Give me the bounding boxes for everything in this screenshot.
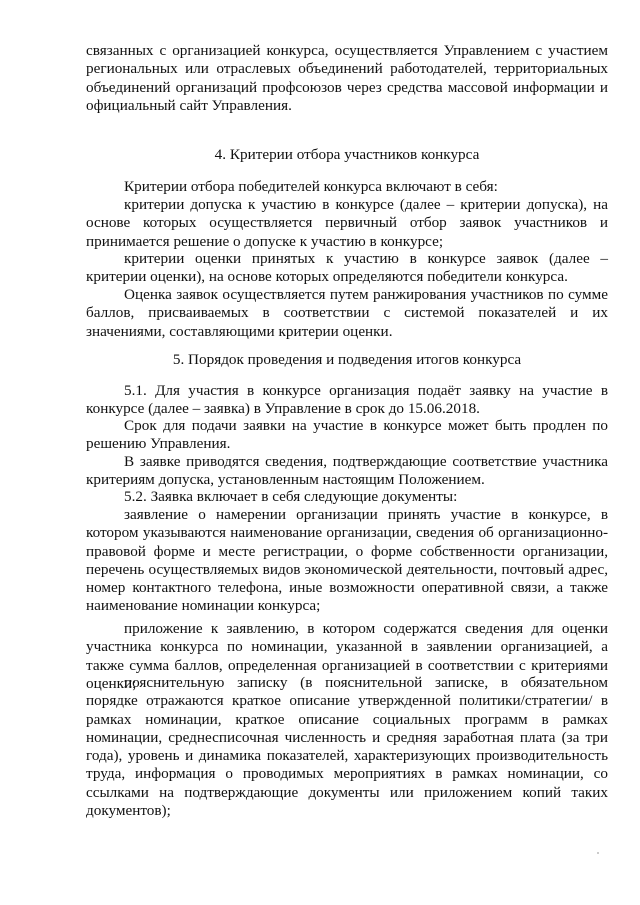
- section-5-paragraph-1: 5.1. Для участия в конкурсе организация подаёт заявку на участие в конкурсе (далее – заявка) в Управление в срок до 15.06.2018.: [86, 382, 608, 418]
- section-5-paragraph-2: Срок для подачи заявки на участие в конкурсе может быть продлен по решению Управления.: [86, 417, 608, 453]
- section-5-paragraph-5: заявление о намерении организации принять участие в конкурсе, в котором указываются наименование организации, сведения об организационно-правовой форме и месте регистрации, о форме собственности организации, перечень осуществляемых видов экономической деятельности, почтовый адрес, номер контактного телефона, иные возможности оперативной связи, а также наименование номинации конкурса;: [86, 506, 608, 615]
- section-5-paragraph-3: В заявке приводятся сведения, подтверждающие соответствие участника критериям допуска, установленным настоящим Положением.: [86, 453, 608, 489]
- section-5-paragraph-7: пояснительную записку (в пояснительной записке, в обязательном порядке отражаются краткое описание утвержденной политики/стратегии/ в рамках номинации, краткое описание социальных программ в рамках номинации, среднесписочная численность и средняя заработная плата (за три года), уровень и динамика показателей, характеризующих производительность труда, информация о проводимых мероприятиях в рамках номинации, со ссылками на подтверждающие документы или приложением копий таких документов);: [86, 674, 608, 820]
- section-5-paragraph-4: 5.2. Заявка включает в себя следующие документы:: [124, 488, 458, 505]
- intro-paragraph: связанных с организацией конкурса, осуществляется Управлением с участием региональных или отраслевых объединений работодателей, территориальных объединений организаций профсоюзов через средства массовой информации и официальный сайт Управления.: [86, 42, 608, 114]
- section-4-heading: 4. Критерии отбора участников конкурса: [214, 146, 480, 163]
- section-4-paragraph-2: критерии допуска к участию в конкурсе (далее – критерии допуска), на основе которых осуществляется первичный отбор заявок участников и принимается решение о допуске к участию в конкурсе;: [86, 196, 608, 250]
- scan-speck: [597, 852, 599, 854]
- section-5-paragraph-6: приложение к заявлению, в котором содержатся сведения для оценки участника конкурса по номинации, указанной в заявлении организацией, а также сумма баллов, определенная организацией в соответствии с критериями оценки;: [86, 620, 608, 692]
- section-5-heading: 5. Порядок проведения и подведения итогов конкурса: [172, 351, 522, 368]
- section-4-paragraph-1: Критерии отбора победителей конкурса включают в себя:: [124, 178, 498, 195]
- section-4-paragraph-3: критерии оценки принятых к участию в конкурсе заявок (далее – критерии оценки), на основе которых определяются победители конкурса.: [86, 250, 608, 286]
- section-4-paragraph-4: Оценка заявок осуществляется путем ранжирования участников по сумме баллов, присваиваемых в соответствии с системой показателей и их значениями, составляющими критерии оценки.: [86, 286, 608, 340]
